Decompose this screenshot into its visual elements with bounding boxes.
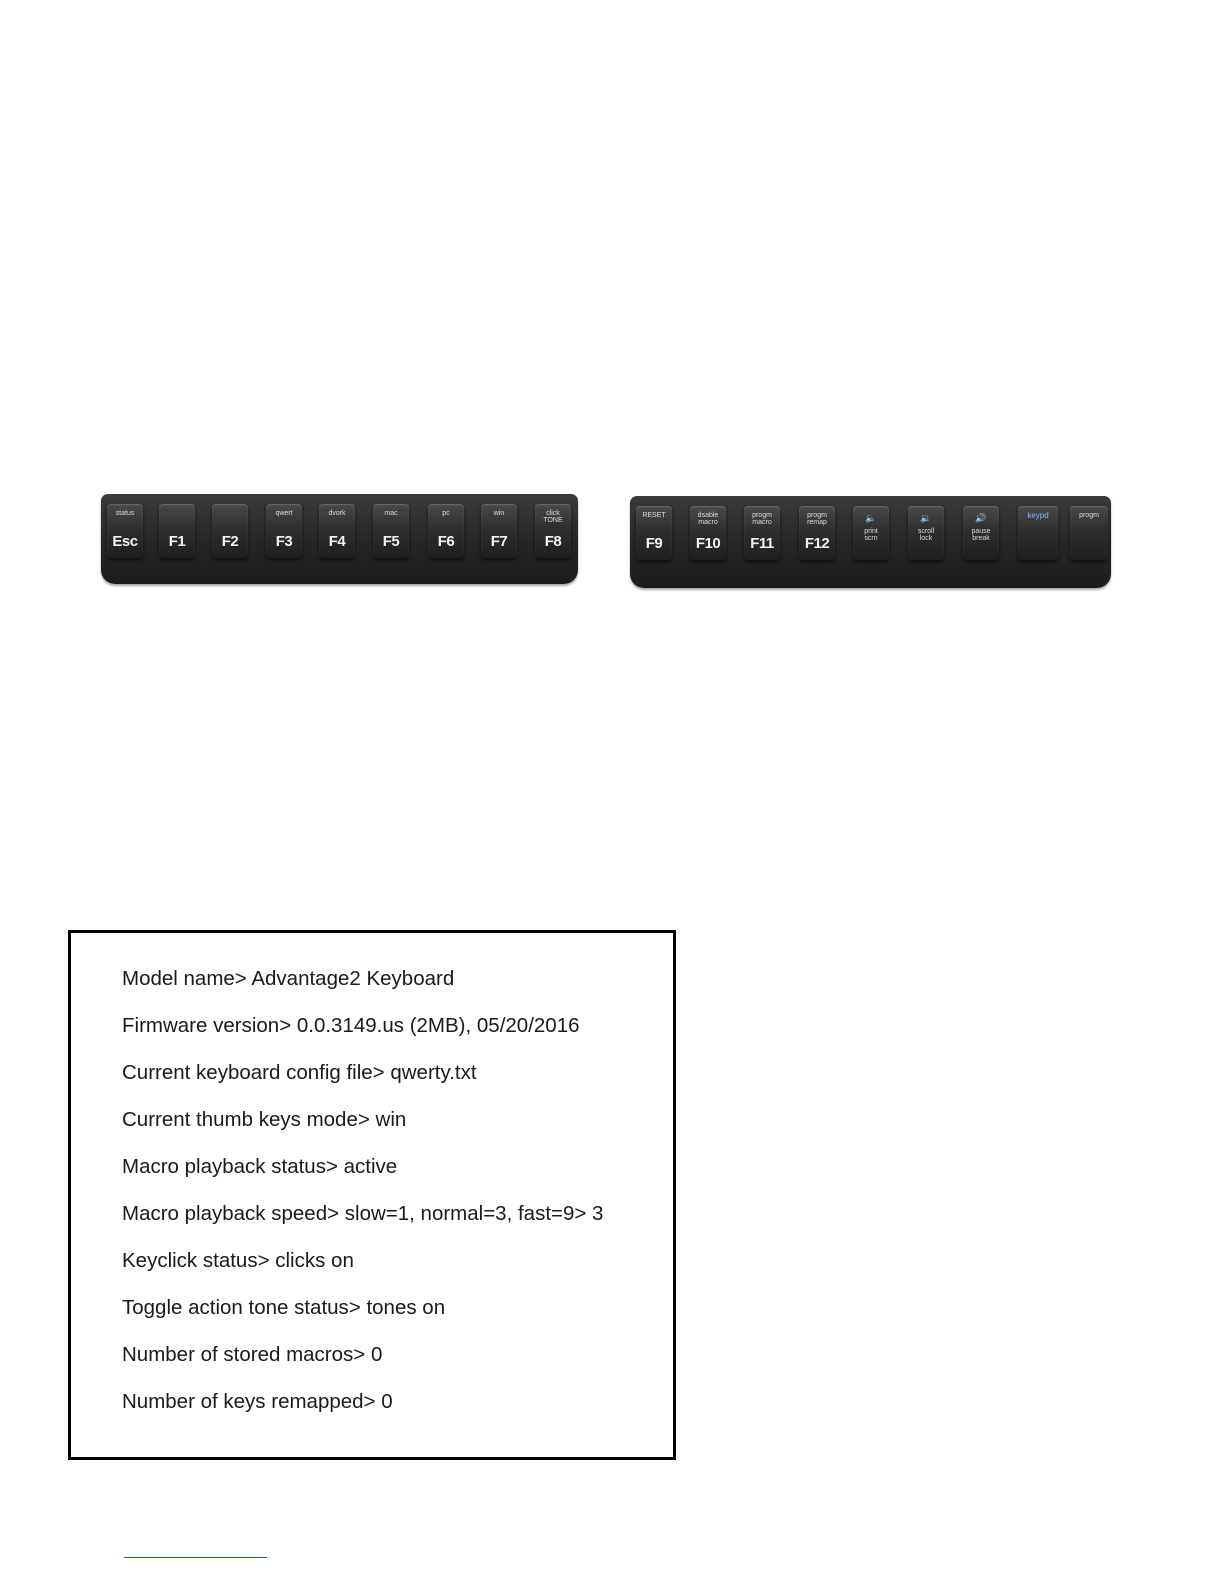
key-sublegend: pause break	[971, 528, 991, 542]
key-legend: F6	[437, 533, 455, 550]
speaker-high-icon: 🔊	[975, 513, 987, 523]
key-sublegend: progm	[1079, 512, 1099, 519]
key-sublegend: scroll lock	[917, 528, 935, 542]
status-report-box	[68, 930, 676, 1460]
key-sublegend: RESET	[642, 512, 666, 519]
key-legend: F3	[275, 533, 293, 550]
status-line-macro-playback: Macro playback status> active	[122, 1155, 398, 1178]
status-line-stored-macros: Number of stored macros> 0	[122, 1343, 383, 1366]
key-scroll-lock	[908, 506, 944, 560]
key-sublegend: qwert	[275, 510, 293, 517]
key-pause-break	[963, 506, 999, 560]
key-sublegend: status	[115, 510, 135, 517]
status-line-toggle-tone: Toggle action tone status> tones on	[122, 1296, 446, 1319]
key-sublegend: progm macro	[752, 512, 772, 526]
key-f2	[212, 504, 248, 558]
key-sublegend: keypd	[1027, 511, 1049, 520]
key-f8	[535, 504, 571, 558]
right-function-key-strip	[630, 496, 1111, 588]
key-legend: F9	[645, 535, 663, 552]
footer-link-underline	[124, 1557, 267, 1558]
key-legend: F7	[490, 533, 508, 550]
key-sublegend: click TONE	[543, 510, 563, 524]
key-keypad	[1018, 506, 1058, 560]
status-line-keys-remapped: Number of keys remapped> 0	[122, 1390, 393, 1413]
speaker-low-icon: 🔉	[920, 513, 932, 523]
status-line-model-name: Model name> Advantage2 Keyboard	[122, 967, 455, 990]
status-line-firmware-version: Firmware version> 0.0.3149.us (2MB), 05/20/2016	[122, 1014, 580, 1037]
key-f6	[428, 504, 464, 558]
key-legend: F5	[382, 533, 400, 550]
key-legend: F8	[544, 533, 562, 550]
key-esc	[107, 504, 143, 558]
key-sublegend: win	[493, 510, 505, 517]
key-legend: F2	[221, 533, 239, 550]
key-legend: F12	[804, 535, 830, 552]
status-line-keyclick: Keyclick status> clicks on	[122, 1249, 354, 1272]
key-print-screen	[853, 506, 889, 560]
key-progm	[1070, 506, 1108, 560]
key-sublegend: dsable macro	[697, 512, 719, 526]
key-sublegend: mac	[384, 510, 398, 517]
key-legend: F11	[750, 535, 774, 552]
left-function-key-strip	[101, 494, 578, 584]
key-f7	[481, 504, 517, 558]
status-line-config-file: Current keyboard config file> qwerty.txt	[122, 1061, 477, 1084]
key-legend: F10	[695, 535, 721, 552]
key-legend: F4	[328, 533, 346, 550]
status-line-macro-speed: Macro playback speed> slow=1, normal=3, fast=9> 3	[122, 1202, 604, 1225]
key-f11	[744, 506, 780, 560]
key-f5	[373, 504, 409, 558]
key-f10	[690, 506, 726, 560]
key-sublegend: progm remap	[807, 512, 827, 526]
key-f1	[159, 504, 195, 558]
key-f9	[636, 506, 672, 560]
key-f12	[799, 506, 835, 560]
status-line-thumb-keys-mode: Current thumb keys mode> win	[122, 1108, 407, 1131]
key-legend: F1	[168, 533, 186, 550]
key-sublegend: print scrn	[864, 528, 878, 542]
speaker-mute-icon: 🔈	[865, 513, 877, 523]
key-f4	[319, 504, 355, 558]
key-sublegend: pc	[442, 510, 450, 517]
key-sublegend: dvork	[328, 510, 346, 517]
key-legend: Esc	[112, 533, 138, 550]
key-f3	[266, 504, 302, 558]
